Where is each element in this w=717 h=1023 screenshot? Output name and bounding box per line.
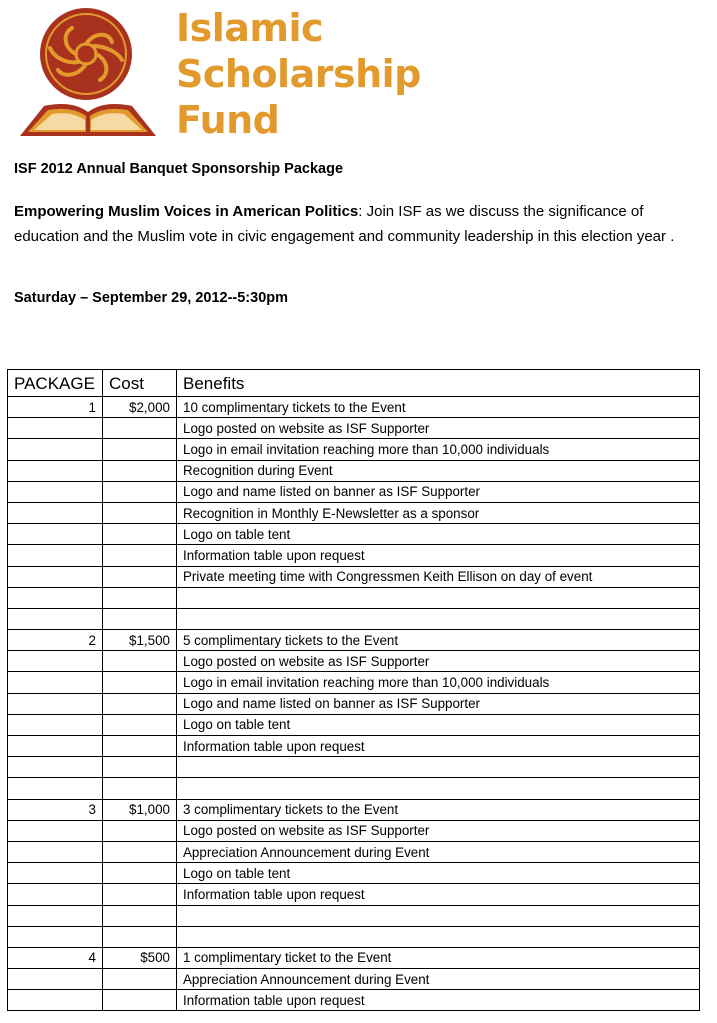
package-cell: [8, 587, 103, 608]
package-cell: 4: [8, 947, 103, 968]
book-emblem-icon: [14, 2, 174, 144]
table-row: [8, 630, 700, 651]
cost-cell: $2,000: [103, 397, 177, 418]
logo-line-1: Islamic: [176, 6, 324, 50]
isf-logo: [14, 2, 421, 144]
intro-heading: Empowering Muslim Voices in American Politics: [14, 203, 359, 220]
cost-cell: [103, 651, 177, 672]
package-cell: [8, 672, 103, 693]
table-row: [8, 418, 700, 439]
package-cell: 3: [8, 799, 103, 820]
cost-cell: [103, 524, 177, 545]
cost-cell: $500: [103, 947, 177, 968]
table-row: [8, 587, 700, 608]
cost-cell: [103, 969, 177, 990]
cost-cell: [103, 672, 177, 693]
benefit-cell: Logo posted on website as ISF Supporter: [177, 418, 700, 439]
cost-cell: [103, 460, 177, 481]
cost-cell: $1,000: [103, 799, 177, 820]
table-row: [8, 841, 700, 862]
table-row: [8, 651, 700, 672]
package-cell: [8, 820, 103, 841]
benefit-cell: [177, 926, 700, 947]
table-row: [8, 926, 700, 947]
logo-wordmark: [176, 5, 421, 143]
cost-cell: [103, 418, 177, 439]
table-row: [8, 714, 700, 735]
benefit-cell: Logo posted on website as ISF Supporter: [177, 820, 700, 841]
package-cell: [8, 693, 103, 714]
package-cell: [8, 714, 103, 735]
package-cell: [8, 884, 103, 905]
package-cell: [8, 481, 103, 502]
table-row: [8, 863, 700, 884]
benefit-cell: Information table upon request: [177, 990, 700, 1011]
intro-text: : Join ISF as we discuss the significance of education and the Muslim vote in civic engagement and community leadership in this election year .: [14, 203, 675, 245]
table-row: [8, 460, 700, 481]
benefit-cell: Logo on table tent: [177, 714, 700, 735]
cost-cell: [103, 990, 177, 1011]
table-row: [8, 481, 700, 502]
cost-cell: [103, 884, 177, 905]
table-header-row: [8, 370, 700, 397]
package-cell: [8, 905, 103, 926]
table-row: [8, 820, 700, 841]
benefit-cell: Appreciation Announcement during Event: [177, 969, 700, 990]
intro-paragraph: [14, 199, 702, 249]
cost-cell: [103, 502, 177, 523]
benefit-cell: Recognition in Monthly E-Newsletter as a sponsor: [177, 502, 700, 523]
header-cost: Cost: [103, 370, 177, 397]
benefit-cell: [177, 905, 700, 926]
cost-cell: [103, 863, 177, 884]
table-row: [8, 778, 700, 799]
cost-cell: [103, 566, 177, 587]
cost-cell: [103, 481, 177, 502]
benefit-cell: Logo and name listed on banner as ISF Supporter: [177, 481, 700, 502]
logo-line-2: Scholarship: [176, 52, 421, 96]
benefit-cell: Appreciation Announcement during Event: [177, 841, 700, 862]
cost-cell: $1,500: [103, 630, 177, 651]
table-row: [8, 990, 700, 1011]
cost-cell: [103, 841, 177, 862]
benefit-cell: 10 complimentary tickets to the Event: [177, 397, 700, 418]
benefit-cell: 3 complimentary tickets to the Event: [177, 799, 700, 820]
cost-cell: [103, 608, 177, 629]
cost-cell: [103, 778, 177, 799]
cost-cell: [103, 439, 177, 460]
package-cell: [8, 608, 103, 629]
benefit-cell: Information table upon request: [177, 545, 700, 566]
table-row: [8, 566, 700, 587]
benefit-cell: [177, 608, 700, 629]
benefit-cell: Private meeting time with Congressmen Keith Ellison on day of event: [177, 566, 700, 587]
benefit-cell: Logo on table tent: [177, 524, 700, 545]
table-row: [8, 969, 700, 990]
table-row: [8, 884, 700, 905]
table-row: [8, 905, 700, 926]
package-cell: [8, 736, 103, 757]
benefit-cell: Logo posted on website as ISF Supporter: [177, 651, 700, 672]
cost-cell: [103, 545, 177, 566]
benefit-cell: Logo in email invitation reaching more than 10,000 individuals: [177, 672, 700, 693]
sponsorship-table: [7, 369, 700, 1011]
cost-cell: [103, 905, 177, 926]
cost-cell: [103, 736, 177, 757]
package-cell: 1: [8, 397, 103, 418]
package-cell: [8, 757, 103, 778]
table-row: [8, 672, 700, 693]
table-row: [8, 439, 700, 460]
table-row: [8, 757, 700, 778]
package-cell: [8, 863, 103, 884]
table-row: [8, 947, 700, 968]
event-date: Saturday – September 29, 2012--5:30pm: [14, 290, 289, 306]
cost-cell: [103, 714, 177, 735]
benefit-cell: [177, 778, 700, 799]
package-cell: [8, 545, 103, 566]
package-cell: [8, 460, 103, 481]
header-package: PACKAGE: [8, 370, 103, 397]
cost-cell: [103, 757, 177, 778]
benefit-cell: 1 complimentary ticket to the Event: [177, 947, 700, 968]
benefit-cell: [177, 757, 700, 778]
package-cell: [8, 651, 103, 672]
logo-line-3: Fund: [176, 98, 280, 142]
benefit-cell: Logo in email invitation reaching more than 10,000 individuals: [177, 439, 700, 460]
table-row: [8, 502, 700, 523]
package-cell: [8, 990, 103, 1011]
table-row: [8, 799, 700, 820]
benefit-cell: [177, 587, 700, 608]
cost-cell: [103, 926, 177, 947]
table-row: [8, 397, 700, 418]
package-cell: [8, 439, 103, 460]
document-title: ISF 2012 Annual Banquet Sponsorship Package: [14, 161, 344, 177]
package-cell: [8, 969, 103, 990]
header-benefits: Benefits: [177, 370, 700, 397]
package-cell: [8, 418, 103, 439]
cost-cell: [103, 587, 177, 608]
package-cell: [8, 524, 103, 545]
benefit-cell: Information table upon request: [177, 884, 700, 905]
benefit-cell: Logo on table tent: [177, 863, 700, 884]
package-cell: [8, 841, 103, 862]
package-cell: [8, 502, 103, 523]
package-cell: [8, 926, 103, 947]
table-row: [8, 545, 700, 566]
package-cell: [8, 566, 103, 587]
table-row: [8, 524, 700, 545]
benefit-cell: Information table upon request: [177, 736, 700, 757]
table-row: [8, 608, 700, 629]
package-cell: [8, 778, 103, 799]
table-body: [8, 397, 700, 1011]
benefit-cell: 5 complimentary tickets to the Event: [177, 630, 700, 651]
benefit-cell: Recognition during Event: [177, 460, 700, 481]
table-row: [8, 736, 700, 757]
package-cell: 2: [8, 630, 103, 651]
benefit-cell: Logo and name listed on banner as ISF Supporter: [177, 693, 700, 714]
table-row: [8, 693, 700, 714]
cost-cell: [103, 693, 177, 714]
cost-cell: [103, 820, 177, 841]
